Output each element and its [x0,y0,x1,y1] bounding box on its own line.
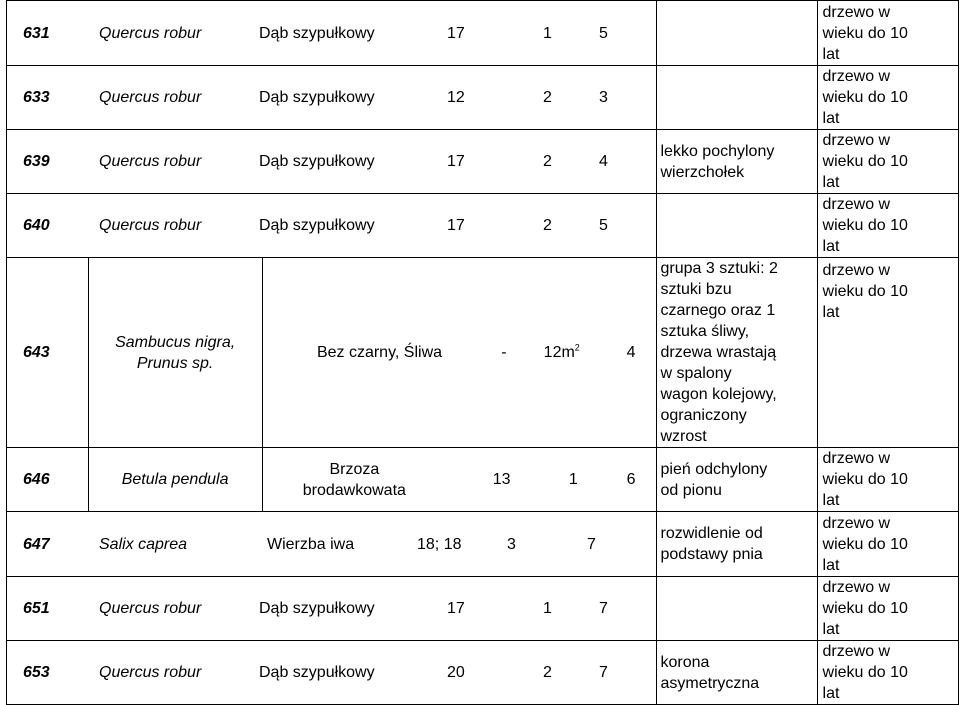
polish-name: Wierzba iwa [267,535,355,553]
remarks-line: pień odchylony [660,460,768,478]
height-value: 12m [543,344,575,361]
table-row [7,512,959,577]
remarks-line: wzrost [660,428,707,445]
polish-name-cell [262,448,446,512]
state-line: wieku do 10 [822,153,908,170]
state-line: lat [822,238,840,255]
row-main-cell [7,512,657,577]
latin-name: Quercus robur [99,24,202,42]
state-line: lat [822,685,840,702]
table-row [7,130,959,194]
remarks-line: sztuka śliwy, [660,323,750,340]
latin-name: Sambucus nigra, [115,333,236,351]
polish-name: Dąb szypułkowy [259,24,375,42]
height: 1 [543,24,552,42]
latin-name: Quercus robur [99,89,202,106]
table-row [7,194,959,258]
remarks-line: w spalony [660,365,732,382]
remarks-line: rozwidlenie od [660,525,763,542]
latin-name: Prunus sp. [136,354,214,372]
height: 2 [543,217,552,234]
class: 7 [599,600,608,617]
latin-name: Salix caprea [99,535,188,553]
tree-number: 631 [23,24,50,42]
tree-number: 640 [23,217,50,234]
tree-number: 647 [23,535,50,553]
tree-number: 643 [7,258,89,448]
state-line: wieku do 10 [822,217,908,234]
latin-name: Quercus robur [99,600,202,617]
state-cell [817,258,958,448]
latin-name: Quercus robur [99,153,202,170]
remarks-cell [656,66,817,130]
table-row [7,448,959,512]
state-cell [817,194,958,258]
state-line: wieku do 10 [822,24,908,42]
remarks-cell [656,258,817,448]
tree-number: 633 [23,89,50,106]
polish-name: brodawkowata [302,481,406,499]
state-cell [817,66,958,130]
circumference: 17 [447,24,465,42]
class: 5 [599,24,608,42]
latin-name: Quercus robur [99,664,202,681]
height: 2 [543,153,552,170]
table-row [7,641,959,705]
row-main-cell [7,1,657,66]
state-cell [817,641,958,705]
height-cell [515,258,580,448]
state-line: lat [822,492,840,509]
state-line: drzewo w [822,450,891,467]
row-main-cell [7,577,657,641]
circumference: - [446,258,515,448]
remarks-line: grupa 3 sztuki: 2 [660,260,778,277]
class: 4 [599,153,608,170]
state-line: wieku do 10 [822,283,908,300]
state-line: drzewo w [822,132,891,149]
remarks-line: od pionu [660,481,722,499]
class: 7 [587,535,596,553]
tree-number: 646 [7,448,89,512]
state-line: drzewo w [822,579,891,596]
state-line: lat [822,45,840,63]
tree-inventory-table [6,0,959,705]
circumference: 17 [447,153,465,170]
polish-name: Dąb szypułkowy [259,600,375,617]
state-line: lat [822,556,840,574]
circumference: 18; 18 [417,535,462,553]
row-main-cell [7,130,657,194]
polish-name: Dąb szypułkowy [259,217,375,234]
tree-number: 639 [23,153,50,170]
remarks-line: ograniczony [660,407,747,424]
table-row [7,258,959,448]
remarks-line: wierzchołek [660,163,745,181]
height: 1 [515,448,580,512]
table-row [7,577,959,641]
state-cell [817,448,958,512]
state-line: lat [822,110,840,127]
latin-name: Betula pendula [88,448,262,512]
table-row [7,66,959,130]
circumference: 17 [447,600,465,617]
row-main-cell [7,641,657,705]
state-line: wieku do 10 [822,600,908,617]
remarks-line: sztuki bzu [660,281,732,298]
state-line: drzewo w [822,68,891,85]
circumference: 20 [447,664,465,681]
state-cell [817,512,958,577]
circumference: 13 [446,448,515,512]
height: 2 [543,89,552,106]
state-cell [817,1,958,66]
state-line: lat [822,621,840,638]
state-line: wieku do 10 [822,664,908,681]
height: 3 [507,535,516,553]
remarks-line: asymetryczna [660,674,760,692]
state-line: drzewo w [822,514,891,532]
table-row [7,1,959,66]
state-line: drzewo w [822,643,891,660]
remarks-cell [656,194,817,258]
state-line: lat [822,304,840,321]
remarks-line: wagon kolejowy, [660,386,777,403]
row-main-cell [7,194,657,258]
class: 3 [599,89,608,106]
tree-number: 651 [23,600,50,617]
remarks-line: czarnego oraz 1 [660,302,776,319]
remarks-cell [656,130,817,194]
circumference: 12 [447,89,465,106]
state-line: wieku do 10 [822,471,908,488]
remarks-cell [656,641,817,705]
class: 5 [599,217,608,234]
polish-name: Dąb szypułkowy [259,664,375,681]
state-line: drzewo w [822,262,891,279]
class: 7 [599,664,608,681]
remarks-line: podstawy pnia [660,546,763,563]
latin-name: Quercus robur [99,217,202,234]
latin-name-cell [88,258,262,448]
row-main-cell [7,66,657,130]
remarks-line: drzewa wrastają [660,344,777,361]
tree-number: 653 [23,664,50,681]
remarks-cell [656,577,817,641]
state-line: wieku do 10 [822,89,908,106]
remarks-cell [656,512,817,577]
state-line: drzewo w [822,196,891,213]
height: 1 [543,600,552,617]
state-cell [817,130,958,194]
remarks-cell [656,448,817,512]
class: 6 [580,448,656,512]
polish-name: Dąb szypułkowy [259,89,375,106]
state-line: wieku do 10 [822,535,908,553]
state-line: lat [822,174,840,191]
state-cell [817,577,958,641]
height-unit-superscript: 2 [574,342,580,353]
polish-name: Bez czarny, Śliwa [262,258,446,448]
remarks-line: lekko pochylony [660,142,775,160]
polish-name: Dąb szypułkowy [259,153,375,170]
remarks-cell [656,1,817,66]
state-line: drzewo w [822,3,891,21]
polish-name: Brzoza [329,460,380,478]
circumference: 17 [447,217,465,234]
remarks-line: korona [660,653,710,671]
class: 4 [580,258,656,448]
height: 2 [543,664,552,681]
